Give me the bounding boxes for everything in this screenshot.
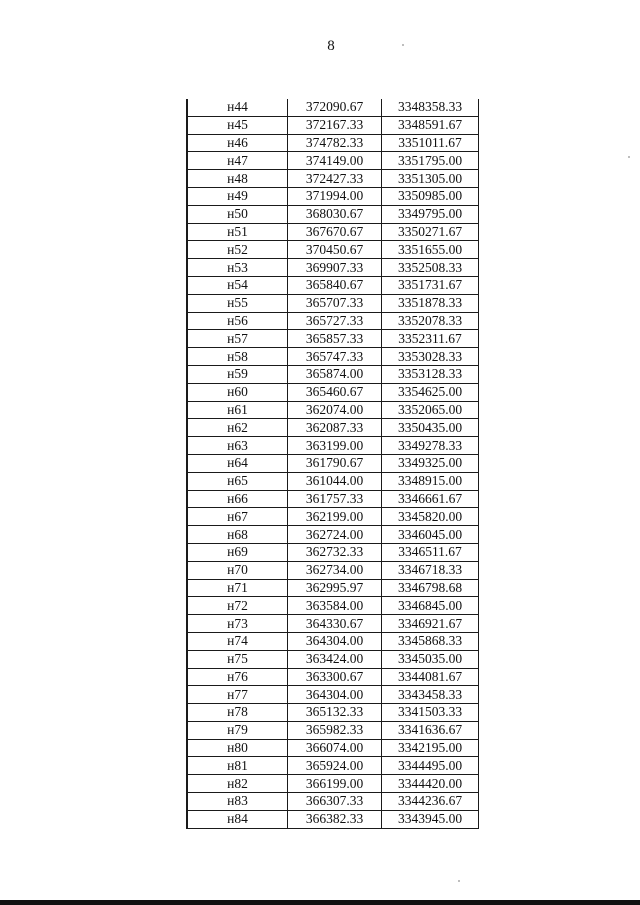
point-id-cell: н77 bbox=[187, 686, 288, 704]
table-row bbox=[187, 401, 479, 419]
point-id-cell: н48 bbox=[187, 170, 288, 188]
table-row bbox=[187, 365, 479, 383]
x-coordinate-cell: 367670.67 bbox=[288, 223, 382, 241]
table-row bbox=[187, 276, 479, 294]
x-coordinate-cell: 366074.00 bbox=[288, 739, 382, 757]
table-row bbox=[187, 170, 479, 188]
point-id-cell: н71 bbox=[187, 579, 288, 597]
x-coordinate-cell: 374149.00 bbox=[288, 152, 382, 170]
table-row bbox=[187, 721, 479, 739]
table-row bbox=[187, 454, 479, 472]
scan-speck bbox=[628, 156, 630, 158]
point-id-cell: н82 bbox=[187, 775, 288, 793]
y-coordinate-cell: 3351878.33 bbox=[382, 294, 479, 312]
x-coordinate-cell: 372427.33 bbox=[288, 170, 382, 188]
table-row bbox=[187, 526, 479, 544]
x-coordinate-cell: 365727.33 bbox=[288, 312, 382, 330]
point-id-cell: н53 bbox=[187, 259, 288, 277]
x-coordinate-cell: 365840.67 bbox=[288, 276, 382, 294]
x-coordinate-cell: 362074.00 bbox=[288, 401, 382, 419]
point-id-cell: н52 bbox=[187, 241, 288, 259]
x-coordinate-cell: 364304.00 bbox=[288, 686, 382, 704]
table-row bbox=[187, 561, 479, 579]
y-coordinate-cell: 3348915.00 bbox=[382, 472, 479, 490]
point-id-cell: н65 bbox=[187, 472, 288, 490]
table-row bbox=[187, 508, 479, 526]
table-row bbox=[187, 775, 479, 793]
x-coordinate-cell: 361790.67 bbox=[288, 454, 382, 472]
x-coordinate-cell: 362087.33 bbox=[288, 419, 382, 437]
x-coordinate-cell: 364304.00 bbox=[288, 632, 382, 650]
y-coordinate-cell: 3352065.00 bbox=[382, 401, 479, 419]
y-coordinate-cell: 3345035.00 bbox=[382, 650, 479, 668]
point-id-cell: н45 bbox=[187, 116, 288, 134]
point-id-cell: н44 bbox=[187, 99, 288, 116]
table-row bbox=[187, 294, 479, 312]
point-id-cell: н74 bbox=[187, 632, 288, 650]
y-coordinate-cell: 3349278.33 bbox=[382, 437, 479, 455]
point-id-cell: н73 bbox=[187, 615, 288, 633]
y-coordinate-cell: 3344236.67 bbox=[382, 793, 479, 811]
scan-bottom-edge bbox=[0, 900, 640, 905]
x-coordinate-cell: 363584.00 bbox=[288, 597, 382, 615]
point-id-cell: н55 bbox=[187, 294, 288, 312]
x-coordinate-cell: 362732.33 bbox=[288, 543, 382, 561]
y-coordinate-cell: 3346511.67 bbox=[382, 543, 479, 561]
point-id-cell: н69 bbox=[187, 543, 288, 561]
point-id-cell: н62 bbox=[187, 419, 288, 437]
table-row bbox=[187, 757, 479, 775]
y-coordinate-cell: 3353128.33 bbox=[382, 365, 479, 383]
point-id-cell: н49 bbox=[187, 187, 288, 205]
x-coordinate-cell: 368030.67 bbox=[288, 205, 382, 223]
point-id-cell: н83 bbox=[187, 793, 288, 811]
x-coordinate-cell: 363199.00 bbox=[288, 437, 382, 455]
x-coordinate-cell: 365924.00 bbox=[288, 757, 382, 775]
point-id-cell: н68 bbox=[187, 526, 288, 544]
table-row bbox=[187, 437, 479, 455]
y-coordinate-cell: 3352311.67 bbox=[382, 330, 479, 348]
x-coordinate-cell: 365857.33 bbox=[288, 330, 382, 348]
y-coordinate-cell: 3346798.68 bbox=[382, 579, 479, 597]
table-row bbox=[187, 383, 479, 401]
table-row bbox=[187, 312, 479, 330]
y-coordinate-cell: 3354625.00 bbox=[382, 383, 479, 401]
x-coordinate-cell: 365132.33 bbox=[288, 704, 382, 722]
y-coordinate-cell: 3342195.00 bbox=[382, 739, 479, 757]
y-coordinate-cell: 3348358.33 bbox=[382, 99, 479, 116]
y-coordinate-cell: 3346921.67 bbox=[382, 615, 479, 633]
point-id-cell: н72 bbox=[187, 597, 288, 615]
page-number: 8 bbox=[327, 38, 335, 54]
y-coordinate-cell: 3343945.00 bbox=[382, 810, 479, 828]
scan-speck bbox=[402, 44, 404, 46]
y-coordinate-cell: 3348591.67 bbox=[382, 116, 479, 134]
table-row bbox=[187, 704, 479, 722]
table-row bbox=[187, 739, 479, 757]
point-id-cell: н61 bbox=[187, 401, 288, 419]
point-id-cell: н58 bbox=[187, 348, 288, 366]
point-id-cell: н50 bbox=[187, 205, 288, 223]
y-coordinate-cell: 3343458.33 bbox=[382, 686, 479, 704]
x-coordinate-cell: 371994.00 bbox=[288, 187, 382, 205]
coordinates-table-body bbox=[187, 99, 479, 828]
point-id-cell: н60 bbox=[187, 383, 288, 401]
x-coordinate-cell: 366382.33 bbox=[288, 810, 382, 828]
table-row bbox=[187, 348, 479, 366]
y-coordinate-cell: 3351655.00 bbox=[382, 241, 479, 259]
point-id-cell: н78 bbox=[187, 704, 288, 722]
point-id-cell: н84 bbox=[187, 810, 288, 828]
table-row bbox=[187, 543, 479, 561]
scan-speck bbox=[458, 880, 460, 882]
point-id-cell: н54 bbox=[187, 276, 288, 294]
x-coordinate-cell: 362995.97 bbox=[288, 579, 382, 597]
point-id-cell: н63 bbox=[187, 437, 288, 455]
y-coordinate-cell: 3345868.33 bbox=[382, 632, 479, 650]
y-coordinate-cell: 3341636.67 bbox=[382, 721, 479, 739]
table-row bbox=[187, 259, 479, 277]
point-id-cell: н57 bbox=[187, 330, 288, 348]
x-coordinate-cell: 372090.67 bbox=[288, 99, 382, 116]
y-coordinate-cell: 3344420.00 bbox=[382, 775, 479, 793]
x-coordinate-cell: 366307.33 bbox=[288, 793, 382, 811]
table-row bbox=[187, 134, 479, 152]
y-coordinate-cell: 3346045.00 bbox=[382, 526, 479, 544]
y-coordinate-cell: 3346718.33 bbox=[382, 561, 479, 579]
table-row bbox=[187, 632, 479, 650]
x-coordinate-cell: 362724.00 bbox=[288, 526, 382, 544]
table-row bbox=[187, 419, 479, 437]
x-coordinate-cell: 365460.67 bbox=[288, 383, 382, 401]
point-id-cell: н75 bbox=[187, 650, 288, 668]
x-coordinate-cell: 362734.00 bbox=[288, 561, 382, 579]
x-coordinate-cell: 364330.67 bbox=[288, 615, 382, 633]
y-coordinate-cell: 3352508.33 bbox=[382, 259, 479, 277]
y-coordinate-cell: 3346661.67 bbox=[382, 490, 479, 508]
table-row bbox=[187, 615, 479, 633]
table-row bbox=[187, 152, 479, 170]
y-coordinate-cell: 3353028.33 bbox=[382, 348, 479, 366]
table-row bbox=[187, 99, 479, 116]
point-id-cell: н47 bbox=[187, 152, 288, 170]
point-id-cell: н76 bbox=[187, 668, 288, 686]
x-coordinate-cell: 363300.67 bbox=[288, 668, 382, 686]
table-row bbox=[187, 686, 479, 704]
y-coordinate-cell: 3350985.00 bbox=[382, 187, 479, 205]
y-coordinate-cell: 3351305.00 bbox=[382, 170, 479, 188]
x-coordinate-cell: 365982.33 bbox=[288, 721, 382, 739]
table-row bbox=[187, 579, 479, 597]
table-row bbox=[187, 793, 479, 811]
point-id-cell: н46 bbox=[187, 134, 288, 152]
y-coordinate-cell: 3349325.00 bbox=[382, 454, 479, 472]
y-coordinate-cell: 3345820.00 bbox=[382, 508, 479, 526]
table-row bbox=[187, 241, 479, 259]
table-row bbox=[187, 205, 479, 223]
table-row bbox=[187, 116, 479, 134]
y-coordinate-cell: 3351795.00 bbox=[382, 152, 479, 170]
x-coordinate-cell: 362199.00 bbox=[288, 508, 382, 526]
point-id-cell: н79 bbox=[187, 721, 288, 739]
point-id-cell: н80 bbox=[187, 739, 288, 757]
y-coordinate-cell: 3341503.33 bbox=[382, 704, 479, 722]
point-id-cell: н56 bbox=[187, 312, 288, 330]
y-coordinate-cell: 3349795.00 bbox=[382, 205, 479, 223]
coordinates-table bbox=[186, 99, 479, 829]
table-row bbox=[187, 472, 479, 490]
x-coordinate-cell: 370450.67 bbox=[288, 241, 382, 259]
table-row bbox=[187, 330, 479, 348]
x-coordinate-cell: 363424.00 bbox=[288, 650, 382, 668]
y-coordinate-cell: 3351011.67 bbox=[382, 134, 479, 152]
y-coordinate-cell: 3344495.00 bbox=[382, 757, 479, 775]
x-coordinate-cell: 366199.00 bbox=[288, 775, 382, 793]
point-id-cell: н67 bbox=[187, 508, 288, 526]
table-row bbox=[187, 668, 479, 686]
y-coordinate-cell: 3351731.67 bbox=[382, 276, 479, 294]
y-coordinate-cell: 3350271.67 bbox=[382, 223, 479, 241]
table-row bbox=[187, 650, 479, 668]
x-coordinate-cell: 365707.33 bbox=[288, 294, 382, 312]
y-coordinate-cell: 3344081.67 bbox=[382, 668, 479, 686]
x-coordinate-cell: 361044.00 bbox=[288, 472, 382, 490]
table-row bbox=[187, 187, 479, 205]
x-coordinate-cell: 365874.00 bbox=[288, 365, 382, 383]
x-coordinate-cell: 361757.33 bbox=[288, 490, 382, 508]
point-id-cell: н81 bbox=[187, 757, 288, 775]
point-id-cell: н66 bbox=[187, 490, 288, 508]
y-coordinate-cell: 3350435.00 bbox=[382, 419, 479, 437]
point-id-cell: н64 bbox=[187, 454, 288, 472]
table-row bbox=[187, 490, 479, 508]
table-row bbox=[187, 597, 479, 615]
point-id-cell: н70 bbox=[187, 561, 288, 579]
point-id-cell: н51 bbox=[187, 223, 288, 241]
y-coordinate-cell: 3352078.33 bbox=[382, 312, 479, 330]
x-coordinate-cell: 365747.33 bbox=[288, 348, 382, 366]
table-row bbox=[187, 810, 479, 828]
x-coordinate-cell: 374782.33 bbox=[288, 134, 382, 152]
point-id-cell: н59 bbox=[187, 365, 288, 383]
table-row bbox=[187, 223, 479, 241]
x-coordinate-cell: 372167.33 bbox=[288, 116, 382, 134]
x-coordinate-cell: 369907.33 bbox=[288, 259, 382, 277]
y-coordinate-cell: 3346845.00 bbox=[382, 597, 479, 615]
